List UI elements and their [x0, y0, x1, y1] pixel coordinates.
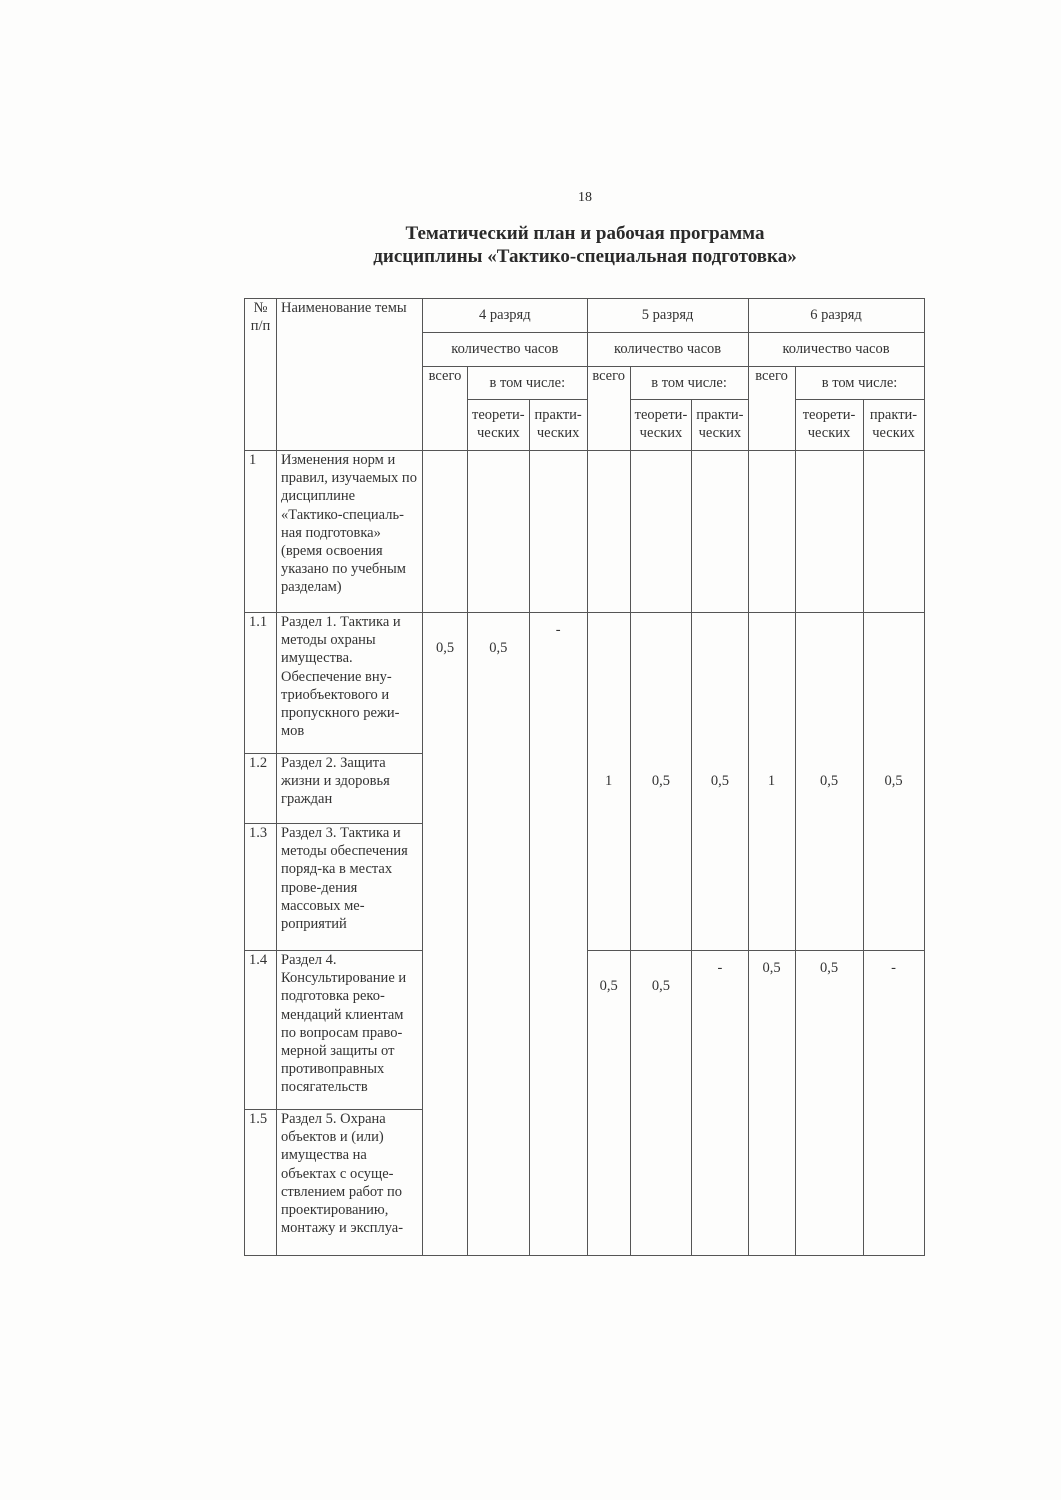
grade6-sections-1-3-theory: 0,5	[795, 613, 863, 951]
cell-empty	[748, 451, 795, 613]
row-topic-name: Раздел 2. Защита жизни и здоровья граждан	[277, 754, 423, 824]
cell-empty	[423, 451, 468, 613]
header-total-6: всего	[748, 367, 795, 451]
header-practice-5: практи-ческих	[692, 400, 748, 451]
header-including-5: в том числе:	[630, 367, 748, 400]
title-line-2: дисциплины «Тактико-специальная подготовка»	[373, 246, 797, 267]
header-including-4: в том числе:	[468, 367, 588, 400]
title-line-1: Тематический план и рабочая программа	[405, 223, 765, 244]
grade5-sections-4-5-total: 0,5	[587, 951, 630, 1256]
cell-empty	[468, 451, 530, 613]
header-total-5: всего	[587, 367, 630, 451]
grade5-sections-4-5-practice: -	[692, 951, 748, 1256]
header-hours-6: количество часов	[748, 333, 924, 367]
grade6-sections-4-5-theory: 0,5	[795, 951, 863, 1256]
header-including-6: в том числе:	[795, 367, 924, 400]
header-theory-5: теорети-ческих	[630, 400, 692, 451]
header-theory-6: теорети-ческих	[795, 400, 863, 451]
grade4-practice-value: -	[529, 613, 587, 1256]
page-number: 18	[578, 190, 592, 205]
cell-empty	[630, 451, 692, 613]
row-topic-name: Раздел 5. Охрана объектов и (или) имущества на объектах с осуще-ствлением работ по проектированию, монтажу и эксплуа-	[277, 1110, 423, 1256]
row-topic-name: Раздел 3. Тактика и методы обеспечения поряд-ка в местах прове-дения массовых ме-роприятий	[277, 824, 423, 951]
cell-empty	[863, 451, 924, 613]
grade5-sections-4-5-theory: 0,5	[630, 951, 692, 1256]
grade6-sections-1-3-total: 1	[748, 613, 795, 951]
grade4-total-value: 0,5	[423, 613, 468, 1256]
cell-empty	[529, 451, 587, 613]
row-topic-name: Изменения норм и правил, изучаемых по дисциплине «Тактико-специаль-ная подготовка» (время освоения указано по учебным разделам)	[277, 451, 423, 613]
grade4-theory-value: 0,5	[468, 613, 530, 1256]
header-hours-4: количество часов	[423, 333, 588, 367]
row-num: 1.3	[245, 824, 277, 951]
thematic-plan-table	[244, 298, 925, 1256]
row-num: 1	[245, 451, 277, 613]
header-theory-4: теорети-ческих	[468, 400, 530, 451]
grade6-sections-1-3-practice: 0,5	[863, 613, 924, 951]
header-grade-4: 4 разряд	[423, 299, 588, 333]
cell-empty	[692, 451, 748, 613]
cell-empty	[795, 451, 863, 613]
grade5-sections-1-3-practice: 0,5	[692, 613, 748, 951]
document-title	[0, 222, 1061, 268]
row-num: 1.5	[245, 1110, 277, 1256]
header-num: № п/п	[245, 299, 277, 451]
header-practice-6: практи-ческих	[863, 400, 924, 451]
grade5-sections-1-3-theory: 0,5	[630, 613, 692, 951]
row-topic-name: Раздел 4. Консультирование и подготовка реко-мендаций клиентам по вопросам право-мерной защиты от противоправных посягательств	[277, 951, 423, 1110]
cell-empty	[587, 451, 630, 613]
row-num: 1.1	[245, 613, 277, 754]
header-practice-4: практи-ческих	[529, 400, 587, 451]
grade6-sections-4-5-practice: -	[863, 951, 924, 1256]
grade6-sections-4-5-total: 0,5	[748, 951, 795, 1256]
header-total-4: всего	[423, 367, 468, 451]
header-grade-6: 6 разряд	[748, 299, 924, 333]
grade5-sections-1-3-total: 1	[587, 613, 630, 951]
header-grade-5: 5 разряд	[587, 299, 748, 333]
header-hours-5: количество часов	[587, 333, 748, 367]
row-num: 1.4	[245, 951, 277, 1110]
header-topic-name: Наименование темы	[277, 299, 423, 451]
row-num: 1.2	[245, 754, 277, 824]
row-topic-name: Раздел 1. Тактика и методы охраны имущества. Обеспечение вну-триобъектового и пропускного режи-мов	[277, 613, 423, 754]
